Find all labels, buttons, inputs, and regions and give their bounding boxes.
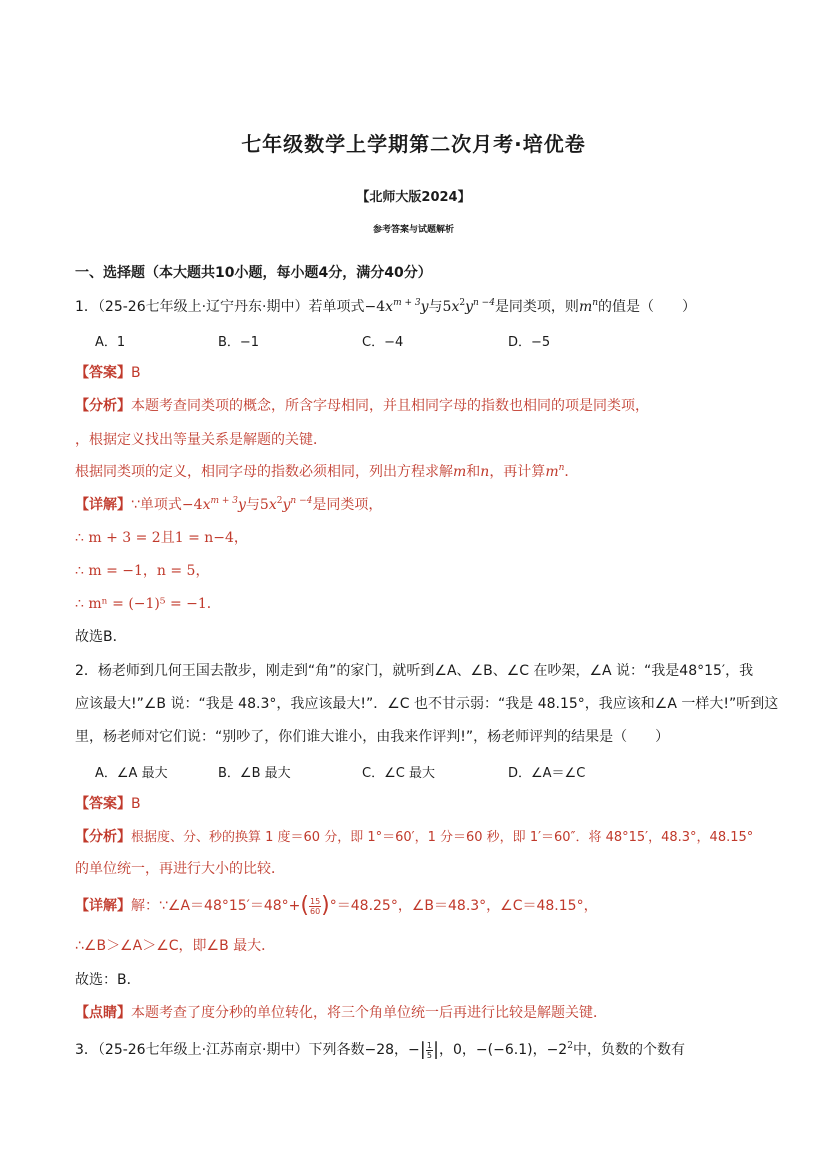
q2-stem-line-3: 里，杨老师对它们说：“别吵了，你们谁大谁小，由我来作评判!”，杨老师评判的结果是（ ） (75, 729, 670, 745)
q1-detail-3: ∴ m = −1，n = 5， (75, 563, 210, 579)
q3-fraction: $\frac{1}{5}$ (426, 1040, 432, 1060)
q1-option-d: D．−5 (508, 335, 551, 350)
q1-analysis-1: 【分析】本题考查同类项的概念，所含字母相同，并且相同字母的指数也相同的项是同类项， (75, 398, 649, 414)
q2-stem-line-2: 应该最大!”∠B 说：“我是 48.3°，我应该最大!”．∠C 也不甘示弱：“我是 48.15°，我应该和∠A 一样大!”听到这 (75, 696, 779, 712)
q1-option-b: B．−1 (218, 335, 260, 350)
q1-detail-1: 【详解】∵单项式$-4x^{m + 3}y$与$5x^2y^{n -4}$是同类项， (75, 496, 383, 513)
q2-comment: 【点睛】本题考查了度分秒的单位转化，将三个角单位统一后再进行比较是解题关键． (75, 1005, 607, 1021)
q2-detail-2: ∴∠B＞∠A＞∠C，即∠B 最大． (75, 938, 276, 954)
q1-conclusion: 故选B． (75, 629, 127, 645)
q2-conclusion: 故选：B． (75, 972, 141, 988)
q2-option-d: D．∠A＝∠C (508, 766, 586, 781)
q2-analysis-1: 【分析】根据度、分、秒的换算 1 度＝60 分，即 1°＝60′，1 分＝60 秒，即 1′＝60″．将 48°15′，48.3°，48.15° (75, 829, 754, 845)
q2-detail-1: 【详解】解：∵∠A＝48°15′＝48°+( $\frac{15}{60}$ )°＝48.25°，∠B＝48.3°，∠C＝48.15°， (75, 893, 598, 918)
q1-stem: 1．（25-26七年级上·辽宁丹东·期中）若单项式$-4x^{m + 3}y$与$5x^2y^{n -4}$是同类项，则$m^n$的值是（ ） (75, 298, 697, 315)
q1-detail-2: ∴ m + 3 = 2且1 = n−4， (75, 530, 248, 546)
q2-analysis-2: 的单位统一，再进行大小的比较． (75, 861, 285, 877)
q1-analysis-2: ，根据定义找出等量关系是解题的关键． (75, 432, 327, 448)
q2-option-c: C．∠C 最大 (362, 766, 435, 781)
q2-fraction: $\frac{15}{60}$ (309, 896, 321, 916)
q2-answer: 【答案】B (75, 796, 141, 812)
edition-label: 【北师大版2024】 (356, 190, 471, 205)
subtitle: 参考答案与试题解析 (372, 225, 454, 235)
q2-stem-line-1: 2．杨老师到几何王国去散步，刚走到“角”的家门，就听到∠A、∠B、∠C 在吵架，∠A 说：“我是48°15′，我 (75, 663, 754, 679)
q1-detail-4: ∴ mⁿ = (−1)⁵ = −1． (75, 596, 221, 612)
page-title: 七年级数学上学期第二次月考·培优卷 (241, 132, 586, 156)
q1-option-c: C．−4 (362, 335, 404, 350)
q1-option-a: A．1 (95, 335, 126, 350)
q2-option-a: A．∠A 最大 (95, 766, 168, 781)
q1-analysis-3: 根据同类项的定义，相同字母的指数必须相同，列出方程求解m和n，再计算$m^n$． (75, 463, 579, 480)
section-heading: 一、选择题（本大题共10小题，每小题4分，满分40分） (75, 265, 432, 281)
q2-option-b: B．∠B 最大 (218, 766, 291, 781)
q3-stem: 3．（25-26七年级上·江苏南京·期中）下列各数−28，−| $\frac{1}{5}$ |，0，−(−6.1)，$-2^2$中，负数的个数有 (75, 1039, 685, 1060)
q1-answer: 【答案】B (75, 365, 141, 381)
